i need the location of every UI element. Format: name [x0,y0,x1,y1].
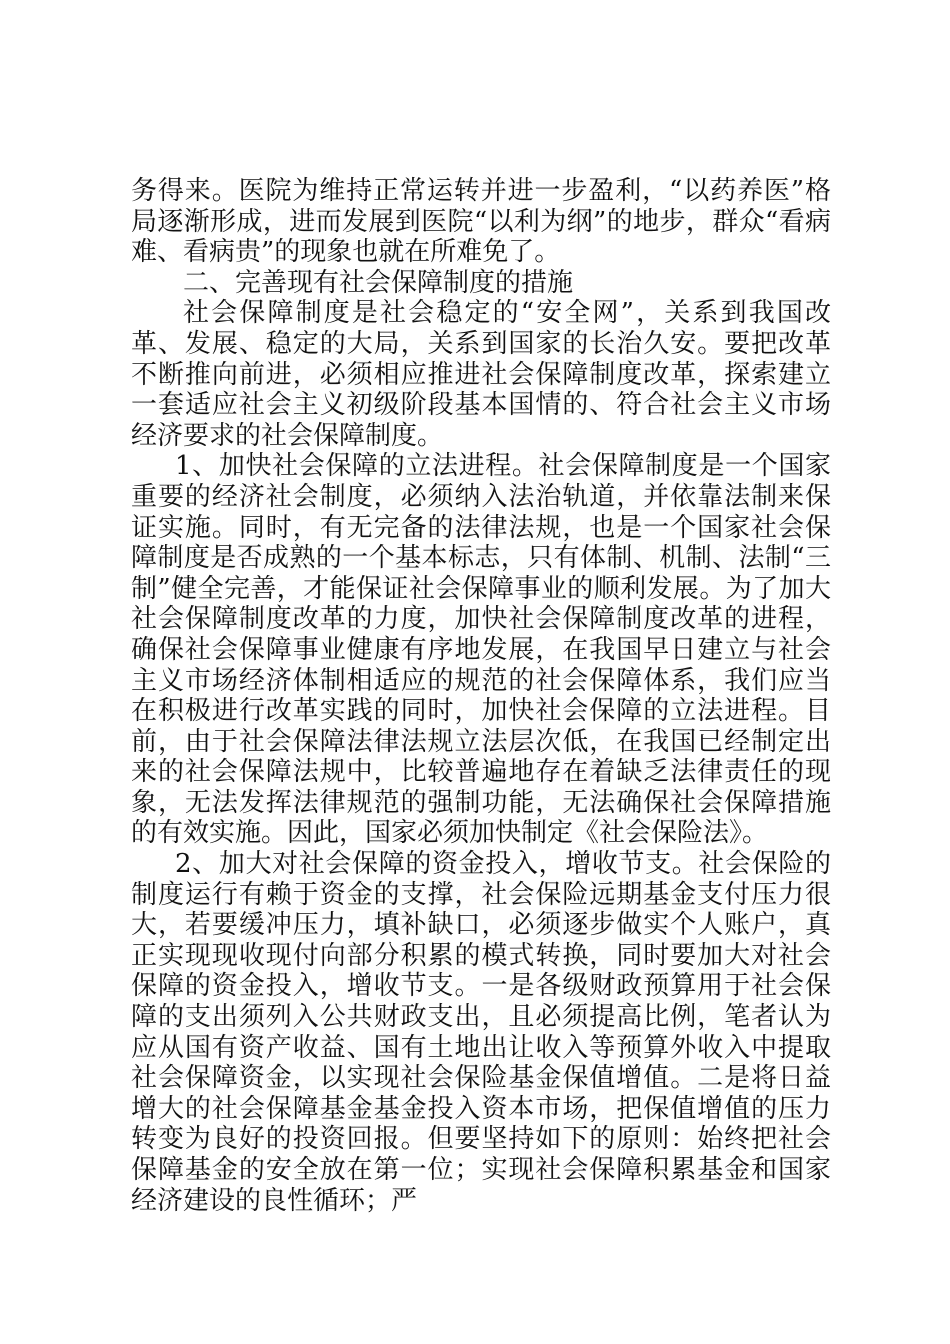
paragraph-item-2: 2、加大对社会保障的资金投入，增收节支。社会保险的制度运行有赖于资金的支撑，社会保险远期基金支付压力很大，若要缓冲压力，填补缺口，必须逐步做实个人账户，真正实现现收现付向部分积累的模式转换，同时要加大对社会保障的资金投入，增收节支。一是各级财政预算用于社会保障的支出须列入公共财政支出，且必须提高比例，笔者认为应从国有资产收益、国有土地出让收入等预算外收入中提取社会保障资金，以实现社会保险基金保值增值。二是将日益增大的社会保障基金基金投入资本市场，把保值增值的压力转变为良好的投资回报。但要坚持如下的原则：始终把社会保障基金的安全放在第一位；实现社会保障积累基金和国家经济建设的良性循环；严 [131,849,831,1216]
paragraph-continuation: 务得来。医院为维持正常运转并进一步盈利，“以药养医”格局逐渐形成，进而发展到医院“以利为纲”的地步，群众“看病难、看病贵”的现象也就在所难免了。 [131,176,831,268]
document-body [131,176,831,1216]
paragraph-item-1: 1、加快社会保障的立法进程。社会保障制度是一个国家重要的经济社会制度，必须纳入法治轨道，并依靠法制来保证实施。同时，有无完备的法律法规，也是一个国家社会保障制度是否成熟的一个基本标志，只有体制、机制、法制“三制”健全完善，才能保证社会保障事业的顺利发展。为了加大社会保障制度改革的力度，加快社会保障制度改革的进程，确保社会保障事业健康有序地发展，在我国早日建立与社会主义市场经济体制相适应的规范的社会保障体系，我们应当在积极进行改革实践的同时，加快社会保障的立法进程。目前，由于社会保障法律法规立法层次低，在我国已经制定出来的社会保障法规中，比较普遍地存在着缺乏法律责任的现象，无法发挥法律规范的强制功能，无法确保社会保障措施的有效实施。因此，国家必须加快制定《社会保险法》。 [131,451,831,849]
paragraph-intro: 社会保障制度是社会稳定的“安全网”，关系到我国改革、发展、稳定的大局，关系到国家的长治久安。要把改革不断推向前进，必须相应推进社会保障制度改革，探索建立一套适应社会主义初级阶段基本国情的、符合社会主义市场经济要求的社会保障制度。 [131,298,831,451]
section-heading: 二、完善现有社会保障制度的措施 [183,267,574,298]
